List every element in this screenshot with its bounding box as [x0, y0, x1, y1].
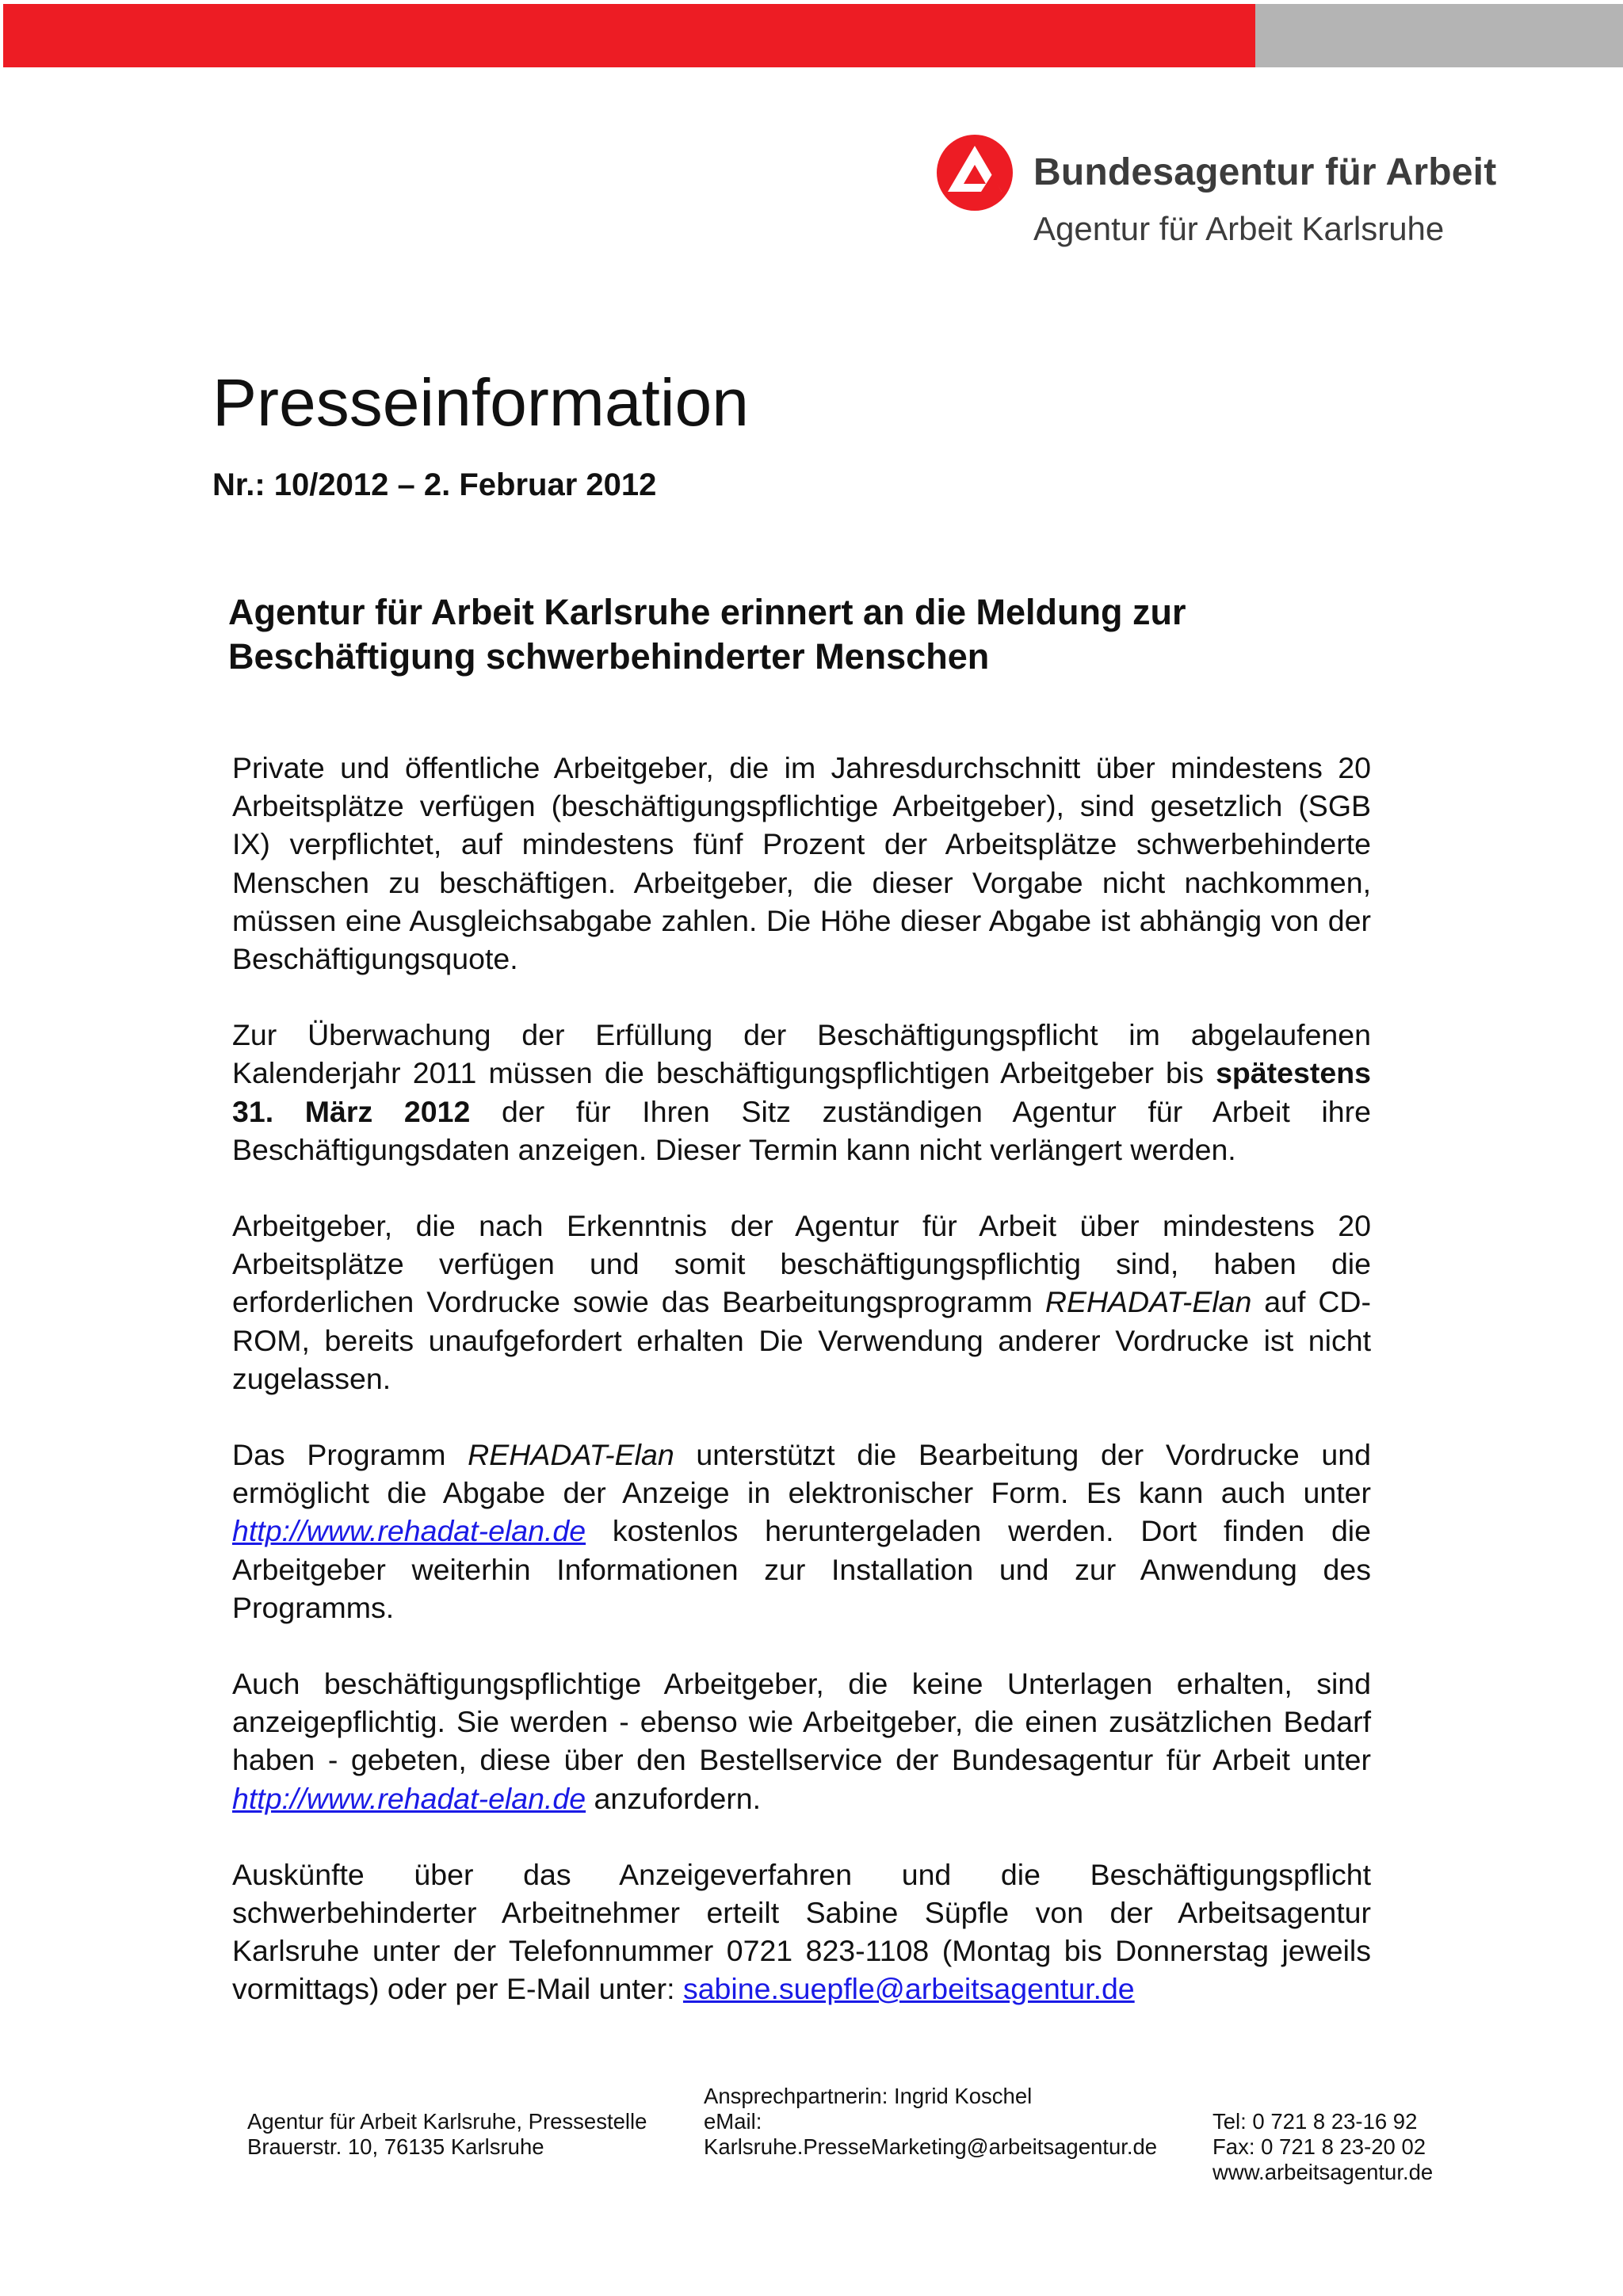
paragraph-5 — [232, 1665, 1371, 1817]
deadline-emphasis: spätestens 31. März 2012 — [232, 1056, 1371, 1128]
footer-website[interactable]: www.arbeitsagentur.de — [1212, 2160, 1434, 2184]
footer-street: Brauerstr. 10, 76135 Karlsruhe — [247, 2134, 544, 2159]
paragraph-4-text-c: kostenlos heruntergeladen werden. Dort finden die Arbeitgeber weiterhin Informationen zur Installation und zur Anwendung des Programms. — [232, 1514, 1371, 1624]
headline-line-2: Beschäftigung schwerbehinderter Menschen — [228, 636, 990, 677]
footer-address — [247, 2109, 647, 2160]
footer-email-label: eMail: — [704, 2109, 762, 2134]
contact-email-link[interactable]: sabine.suepfle@arbeitsagentur.de — [682, 1972, 1135, 2006]
paragraph-5-text-a: Auch beschäftigungspflichtige Arbeitgeber, die keine Unterlagen erhalten, sind anzeigepflichtig. Sie werden - ebenso wie Arbeitgeber, die einen zusätzlichen Bedarf haben - gebeten, diese über den Bestellservice der Bundesagentur für Arbeit unter — [232, 1667, 1371, 1777]
footer-contact — [704, 2084, 1157, 2160]
footer-phone — [1212, 2109, 1433, 2185]
paragraph-6 — [232, 1855, 1371, 2008]
program-name: REHADAT-Elan — [1044, 1285, 1252, 1319]
org-name: Bundesagentur für Arbeit — [1033, 151, 1497, 193]
paragraph-3-text-b: auf CD-ROM, bereits unaufgefordert erhalten Die Verwendung anderer Vordrucke ist nicht zugelassen. — [232, 1285, 1371, 1395]
header-grey-bar — [1255, 4, 1623, 67]
footer-contact-person: Ansprechpartnerin: Ingrid Koschel — [704, 2084, 1033, 2108]
paragraph-4 — [232, 1436, 1371, 1627]
header-red-bar — [3, 4, 1255, 67]
paragraph-5-text-b: anzufordern. — [586, 1781, 762, 1815]
paragraph-4-text-a: Das Programm — [232, 1438, 468, 1472]
paragraph-4-text-b: unterstützt die Bearbeitung der Vordrucke und ermöglicht die Abgabe der Anzeige in elektronischer Form. Es kann auch unter — [232, 1438, 1371, 1510]
paragraph-2-text-b: der für Ihren Sitz zuständigen Agentur für Arbeit ihre Beschäftigungsdaten anzeigen. Dieser Termin kann nicht verlängert werden. — [232, 1094, 1371, 1166]
footer-tel: Tel: 0 721 8 23-16 92 — [1212, 2109, 1418, 2134]
paragraph-2 — [232, 1016, 1371, 1169]
paragraph-1: Private und öffentliche Arbeitgeber, die im Jahresdurchschnitt über mindestens 20 Arbeitsplätze verfügen (beschäftigungspflichtige Arbeitgeber), sind gesetzlich (SGB IX) verpflichtet, auf mindestens fünf Prozent der Arbeitsplätze schwerbehinderte Menschen zu beschäftigen. Arbeitgeber, die dieser Vorgabe nicht nachkommen, müssen eine Ausgleichsabgabe zahlen. Die Höhe dieser Abgabe ist abhängig von der Beschäftigungsquote. — [232, 751, 1371, 976]
headline — [228, 590, 1393, 679]
paragraph-2-text-a: Zur Überwachung der Erfüllung der Beschäftigungspflicht im abgelaufenen Kalenderjahr 2011 müssen die beschäftigungspflichtigen Arbeitgeber bis — [232, 1018, 1371, 1090]
org-subtitle: Agentur für Arbeit Karlsruhe — [1033, 210, 1445, 247]
document-number: Nr.: 10/2012 – 2. Februar 2012 — [212, 467, 657, 502]
agency-logo-icon — [935, 133, 1014, 212]
footer-fax: Fax: 0 721 8 23-20 02 — [1212, 2134, 1426, 2159]
paragraph-6-text-a: Auskünfte über das Anzeigeverfahren und die Beschäftigungspflicht schwerbehinderter Arbeitnehmer erteilt Sabine Süpfle von der Arbeitsagentur Karlsruhe unter der Telefonnummer 0721 823-1108 (Montag bis Donnerstag jeweils vormittags) oder per E-Mail unter: — [232, 1857, 1371, 2006]
paragraph-3-text-a: Arbeitgeber, die nach Erkenntnis der Agentur für Arbeit über mindestens 20 Arbeitsplätze verfügen und somit beschäftigungspflichtig sind, haben die erforderlichen Vordrucke sowie das Bearbeitungsprogramm — [232, 1209, 1371, 1319]
footer-org: Agentur für Arbeit Karlsruhe, Pressestelle — [247, 2109, 647, 2134]
rehadat-link[interactable]: http://www.rehadat-elan.de — [232, 1781, 586, 1815]
headline-line-1: Agentur für Arbeit Karlsruhe erinnert an die Meldung zur — [228, 592, 1186, 632]
rehadat-link[interactable]: http://www.rehadat-elan.de — [232, 1514, 586, 1548]
paragraph-3 — [232, 1207, 1371, 1398]
footer-email[interactable]: Karlsruhe.PresseMarketing@arbeitsagentur.de — [704, 2134, 1158, 2159]
program-name: REHADAT-Elan — [468, 1438, 674, 1472]
page-title: Presseinformation — [212, 365, 749, 440]
body-text — [232, 749, 1371, 2046]
